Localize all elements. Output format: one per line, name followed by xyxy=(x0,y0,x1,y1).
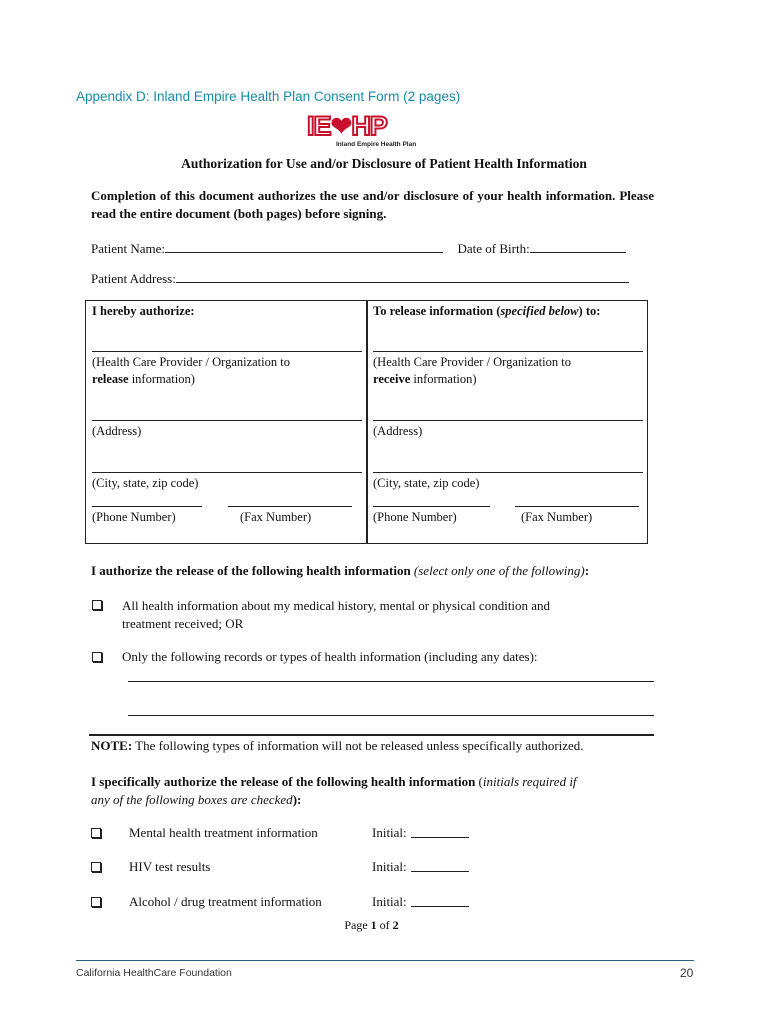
alcohol-drug-label: Alcohol / drug treatment information xyxy=(129,894,322,909)
receive-provider-field[interactable] xyxy=(373,351,643,352)
hiv-initial-label: Initial: xyxy=(372,859,407,874)
footer-rule xyxy=(76,960,694,961)
patient-name-field[interactable] xyxy=(165,240,443,253)
release-city-caption: (City, state, zip code) xyxy=(92,476,199,490)
release-address-caption: (Address) xyxy=(92,424,142,438)
release-heading: I authorize the release of the following health information (select only one of the following): xyxy=(91,563,590,578)
alcohol-drug-initial-label: Initial: xyxy=(372,894,407,909)
records-line-2[interactable] xyxy=(128,715,654,716)
page-indicator: Page 1 of 2 xyxy=(344,918,399,932)
receive-provider-caption: (Health Care Provider / Organization to xyxy=(373,355,571,369)
release-phone-caption: (Phone Number) xyxy=(92,510,176,524)
release-provider-caption-2: release information) xyxy=(92,372,195,386)
receive-city-caption: (City, state, zip code) xyxy=(373,476,480,490)
mental-health-checkbox[interactable] xyxy=(91,828,101,838)
dob-field[interactable] xyxy=(530,240,626,253)
note-label: NOTE: xyxy=(91,738,133,753)
intro-paragraph: Completion of this document authorizes the use and/or disclosure of your health information. Please read the entire document (both pages) before signing. xyxy=(91,188,654,221)
specific-heading: I specifically authorize the release of the following health information (initials required if any of the following boxes are checked): xyxy=(91,774,577,807)
option-specific-records: Only the following records or types of health information (including any dates): xyxy=(122,649,538,664)
specific-records-checkbox[interactable] xyxy=(92,652,102,662)
release-fax-field[interactable] xyxy=(228,506,352,507)
dob-label: Date of Birth: xyxy=(457,241,530,256)
form-heading: Authorization for Use and/or Disclosure of Patient Health Information xyxy=(181,156,587,171)
patient-address-label: Patient Address: xyxy=(91,271,176,286)
mental-health-initial-label: Initial: xyxy=(372,825,407,840)
specific-item-alcohol-drug xyxy=(91,894,491,910)
patient-name-label: Patient Name: xyxy=(91,241,166,256)
note-line xyxy=(91,738,584,754)
alcohol-drug-initial-field[interactable] xyxy=(411,894,469,907)
receive-phone-caption: (Phone Number) xyxy=(373,510,457,524)
specific-item-hiv xyxy=(91,859,491,875)
receive-fax-field[interactable] xyxy=(515,506,639,507)
iehp-logo xyxy=(307,110,427,152)
authorize-column xyxy=(92,301,367,543)
option-all-info: All health information about my medical history, mental or physical condition and treatment received; OR xyxy=(122,598,551,631)
note-text: The following types of information will not be released unless specifically authorized. xyxy=(132,738,584,753)
receive-address-caption: (Address) xyxy=(373,424,423,438)
alcohol-drug-checkbox[interactable] xyxy=(91,897,101,907)
footer-organization: California HealthCare Foundation xyxy=(76,967,232,979)
patient-address-row xyxy=(91,270,629,287)
receive-phone-field[interactable] xyxy=(373,506,490,507)
appendix-title: Appendix D: Inland Empire Health Plan Consent Form (2 pages) xyxy=(76,89,461,104)
authorize-header: I hereby authorize: xyxy=(92,304,195,318)
logo-text-ie: IE xyxy=(307,111,331,141)
receive-provider-caption-2: receive information) xyxy=(373,372,477,386)
hiv-checkbox[interactable] xyxy=(91,862,101,872)
receive-fax-caption: (Fax Number) xyxy=(521,510,593,524)
release-provider-caption: (Health Care Provider / Organization to xyxy=(92,355,290,369)
release-address-field[interactable] xyxy=(92,420,362,421)
release-city-field[interactable] xyxy=(92,472,362,473)
recipient-header: To release information (specified below) to: xyxy=(373,304,601,318)
section-divider xyxy=(89,734,654,736)
receive-address-field[interactable] xyxy=(373,420,643,421)
patient-address-field[interactable] xyxy=(176,270,629,283)
patient-name-row xyxy=(91,240,626,257)
records-line-1[interactable] xyxy=(128,681,654,682)
hiv-label: HIV test results xyxy=(129,859,211,874)
logo-text-hp: HP xyxy=(351,111,387,141)
heart-icon: ❤ xyxy=(330,111,352,141)
release-provider-field[interactable] xyxy=(92,351,362,352)
authorization-box xyxy=(85,300,648,544)
footer-page-number: 20 xyxy=(680,966,694,980)
mental-health-label: Mental health treatment information xyxy=(129,825,318,840)
logo-subtitle: Inland Empire Health Plan xyxy=(336,141,417,148)
specific-item-mental-health xyxy=(91,825,491,841)
release-fax-caption: (Fax Number) xyxy=(240,510,312,524)
mental-health-initial-field[interactable] xyxy=(411,825,469,838)
recipient-column xyxy=(373,301,648,543)
release-phone-field[interactable] xyxy=(92,506,202,507)
all-info-checkbox[interactable] xyxy=(92,600,102,610)
hiv-initial-field[interactable] xyxy=(411,859,469,872)
receive-city-field[interactable] xyxy=(373,472,643,473)
